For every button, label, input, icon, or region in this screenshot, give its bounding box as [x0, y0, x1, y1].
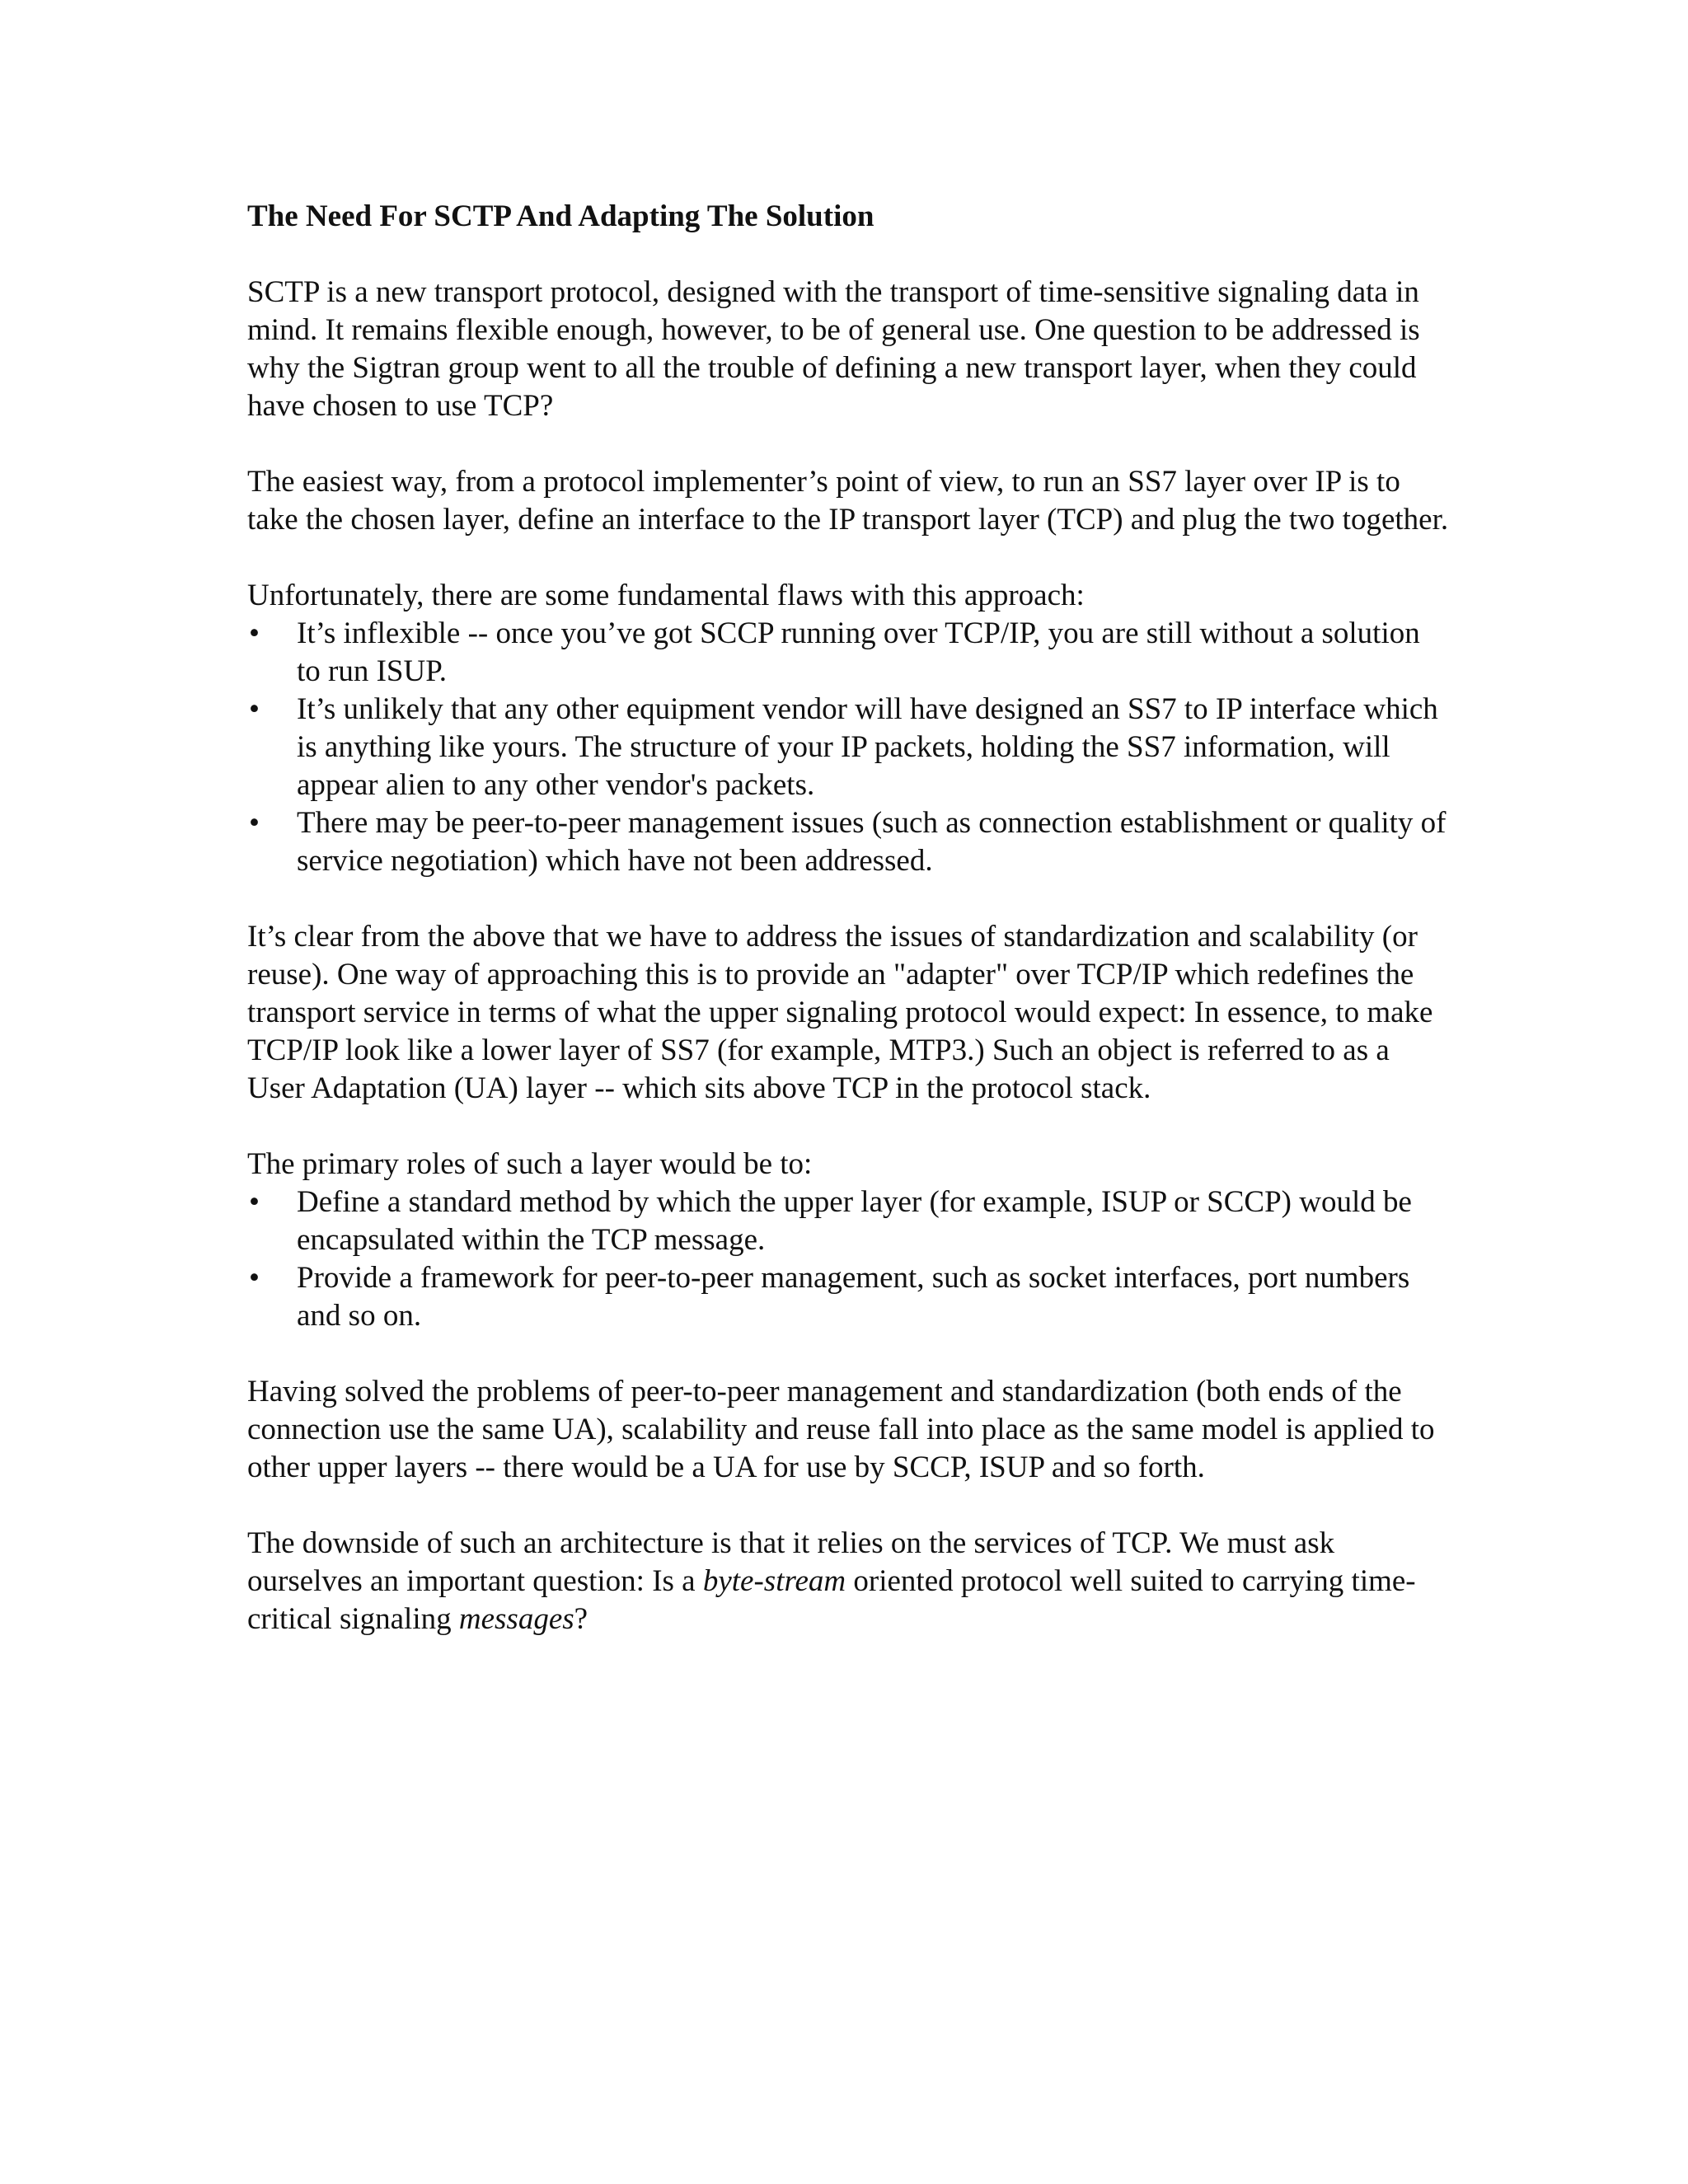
bullet-icon: •: [249, 806, 260, 840]
list-item: [247, 1259, 1451, 1335]
list-item: [247, 804, 1451, 880]
roles-list: [247, 1183, 1451, 1335]
paragraph-easiest-way: The easiest way, from a protocol implementer’s point of view, to run an SS7 layer over IP is to take the chosen layer, define an interface to the IP transport layer (TCP) and plug the two together.: [247, 465, 1449, 537]
list-item-text: It’s inflexible -- once you’ve got SCCP running over TCP/IP, you are still without a solution to run ISUP.: [297, 616, 1420, 688]
paragraph-roles-lead-in: The primary roles of such a layer would be to:: [247, 1147, 813, 1181]
paragraph-adapter: It’s clear from the above that we have to address the issues of standardization and scalability (or reuse). One way of approaching this is to provide an "adapter" over TCP/IP which redefines the transport service in terms of what the upper signaling protocol would expect: In essence, to make TCP/IP look like a lower layer of SS7 (for example, MTP3.) Such an object is referred to as a User Adaptation (UA) layer -- which sits above TCP in the protocol stack.: [247, 920, 1433, 1105]
downside-text-part3: ?: [574, 1602, 588, 1636]
bullet-icon: •: [249, 1185, 260, 1219]
paragraph-flaws-lead-in: Unfortunately, there are some fundamental flaws with this approach:: [247, 579, 1085, 612]
list-item-text: There may be peer-to-peer management issues (such as connection establishment or quality of service negotiation) which have not been addressed.: [297, 806, 1447, 878]
downside-text-part2: oriented protocol well suited to carrying time-critical signaling: [247, 1564, 1416, 1636]
list-item: [247, 615, 1451, 691]
paragraph-intro: SCTP is a new transport protocol, designed with the transport of time-sensitive signaling data in mind. It remains flexible enough, however, to be of general use. One question to be addressed is why the Sigtran group went to all the trouble of defining a new transport layer, when they could have chosen to use TCP?: [247, 275, 1420, 423]
downside-text-part1: The downside of such an architecture is that it relies on the services of TCP. We must ask ourselves an important question: Is a: [247, 1526, 1335, 1598]
list-item-text: It’s unlikely that any other equipment vendor will have designed an SS7 to IP interface which is anything like yours. The structure of your IP packets, holding the SS7 information, will appear alien to any other vendor's packets.: [297, 692, 1438, 802]
document-heading: The Need For SCTP And Adapting The Solution: [247, 199, 874, 233]
bullet-icon: •: [249, 692, 260, 726]
list-item-text: Define a standard method by which the upper layer (for example, ISUP or SCCP) would be encapsulated within the TCP message.: [297, 1185, 1412, 1257]
bullet-icon: •: [249, 1261, 260, 1295]
paragraph-scalability: Having solved the problems of peer-to-peer management and standardization (both ends of the connection use the same UA), scalability and reuse fall into place as the same model is applied to other upper layers -- there would be a UA for use by SCCP, ISUP and so forth.: [247, 1375, 1435, 1484]
list-item-text: Provide a framework for peer-to-peer management, such as socket interfaces, port numbers and so on.: [297, 1261, 1410, 1333]
flaws-list: [247, 615, 1451, 880]
paragraph-downside: [247, 1525, 1451, 1638]
byte-stream-emphasis: byte-stream: [702, 1564, 846, 1598]
document-page: [247, 198, 1451, 1676]
bullet-icon: •: [249, 616, 260, 650]
messages-emphasis: messages: [458, 1602, 574, 1636]
list-item: [247, 1183, 1451, 1259]
list-item: [247, 691, 1451, 804]
